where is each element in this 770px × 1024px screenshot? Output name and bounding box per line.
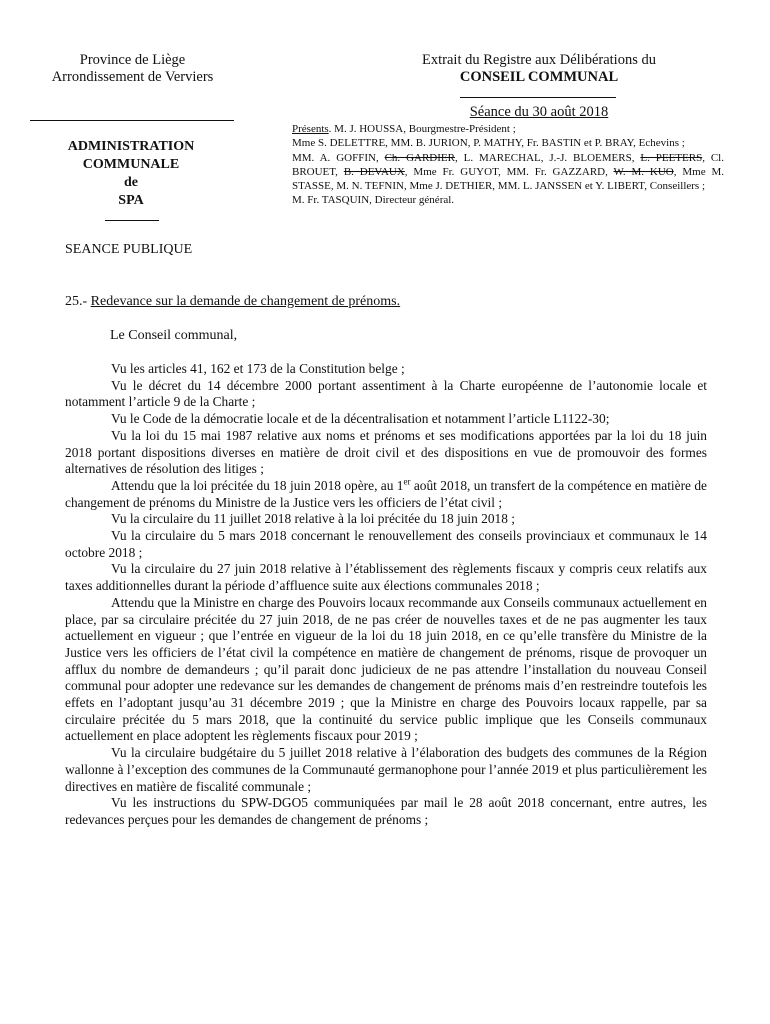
admin-line-2: COMMUNALE xyxy=(82,157,180,172)
arrondissement-line: Arrondissement de Verviers xyxy=(51,69,214,85)
attendance-block xyxy=(292,122,724,208)
paragraph-attendu-ministre: Attendu que la Ministre en charge des Pouvoirs locaux recommande aux Conseils communaux actuellement en place, par sa circulaire précitée du 27 juin 2018, de ne pas créer de nouvelles taxes et de ne pas augmenter les taux actuellement en vigueur ; que l’entrée en vigueur de la loi du 18 juin 2018, en ce qu’elle transfère du Ministre de la Justice vers les officiers de l’état civil la compétence en matière de changement de prénoms, risque de provoquer un afflux du nombre de demandeurs ; qu’il parait donc judicieux de ne pas attendre l’installation du nouveau Conseil communal pour adopter une redevance sur les demandes de changement de prénoms mais d’en restreindre toutefois les effets en l’adoptant jusqu’au 31 décembre 2019 ; que la Ministre en charge des Pouvoirs locaux rappelle, par sa circulaire précitée du 5 mars 2018, que la continuité du service public implique que les Conseils communaux actuellement en place adoptent les règlements fiscaux pour 2019 ; xyxy=(65,594,707,744)
header-left xyxy=(30,52,235,86)
item-title: Redevance sur la demande de changement de prénoms. xyxy=(90,294,401,309)
admin-line-1: ADMINISTRATION xyxy=(67,139,195,154)
seance-type: SEANCE PUBLIQUE xyxy=(65,242,193,257)
councillors-line: MM. A. GOFFIN, Ch. GARDIER, L. MARECHAL, J.-J. BLOEMERS, L. PEETERS, Cl. BROUET, B. DEVAUX, Mme Fr. GUYOT, MM. Fr. GAZZARD, W. M. KUO, Mme M. STASSE, M. N. TEFNIN, Mme J. DETHIER, MM. L. JANSSEN et Y. LIBERT, Conseillers ; xyxy=(292,151,725,193)
left-header-rule xyxy=(30,120,234,121)
paragraph-circulaire-budgetaire: Vu la circulaire budgétaire du 5 juillet 2018 relative à l’élaboration des budgets des communes de la Région wallonne à l’exception des communes de la Communauté germanophone pour l’année 2019 et plus particulièrement les directives en matière de fiscalité communale ; xyxy=(65,745,707,794)
paragraph-circulaire-juillet: Vu la circulaire du 11 juillet 2018 relative à la loi précitée du 18 juin 2018 ; xyxy=(111,511,516,527)
echevins-line: Mme S. DELETTRE, MM. B. JURION, P. MATHY, Fr. BASTIN et P. BRAY, Echevins ; xyxy=(292,137,685,150)
right-header-rule xyxy=(460,97,616,98)
paragraph-instructions: Vu les instructions du SPW-DGO5 communiquées par mail le 28 août 2018 concernant, entre autres, les redevances perçues pour les demandes de changement de prénoms ; xyxy=(65,795,707,827)
paragraph-circulaire-mars: Vu la circulaire du 5 mars 2018 concernant le renouvellement des conseils provinciaux et communaux le 14 octobre 2018 ; xyxy=(65,528,707,560)
paragraph-charte: Vu le décret du 14 décembre 2000 portant assentiment à la Charte européenne de l’autonomie locale et notamment l’article 9 de la Charte ; xyxy=(65,377,707,410)
deliberation-body xyxy=(65,361,707,829)
absent-member: B. DEVAUX xyxy=(343,165,405,178)
admin-line-4: SPA xyxy=(118,193,144,208)
admin-rule xyxy=(105,220,159,221)
paragraph-code: Vu le Code de la démocratie locale et de la décentralisation et notamment l’article L1122-30; xyxy=(111,411,610,427)
item-heading xyxy=(65,294,400,310)
admin-line-3: de xyxy=(124,175,138,190)
seance-date: Séance du 30 août 2018 xyxy=(469,104,609,120)
paragraph-transfert: Attendu que la loi précitée du 18 juin 2018 opère, au 1er août 2018, un transfert de la compétence en matière de changement de prénoms du Ministre de la Justice vers les officiers de l’état civil ; xyxy=(65,476,707,510)
province-line: Province de Liège xyxy=(79,52,186,68)
presents-line xyxy=(292,122,724,136)
registry-line: Extrait du Registre aux Délibérations du xyxy=(422,52,656,68)
paragraph-constitution: Vu les articles 41, 162 et 173 de la Constitution belge ; xyxy=(111,361,405,376)
header-right xyxy=(400,52,678,86)
administration-block xyxy=(30,138,232,210)
council-heading: CONSEIL COMMUNAL xyxy=(459,69,619,85)
absent-member: W. M. KUO xyxy=(613,165,674,178)
director-line: M. Fr. TASQUIN, Directeur général. xyxy=(292,194,455,207)
presents-president: . M. J. HOUSSA, Bourgmestre-Président ; xyxy=(328,123,516,135)
council-label: Le Conseil communal, xyxy=(110,328,238,343)
paragraph-loi-1987: Vu la loi du 15 mai 1987 relative aux noms et prénoms et ses modifications apportées par la loi du 18 juin 2018 portant dispositions diverses en matière de droit civil et des dispositions en vue de promouvoir des formes alternatives de résolution des litiges ; xyxy=(65,427,707,477)
absent-member: Ch. GARDIER xyxy=(384,151,455,164)
absent-member: L. PEETERS xyxy=(640,151,703,164)
presents-label: Présents xyxy=(292,123,329,135)
paragraph-circulaire-juin: Vu la circulaire du 27 juin 2018 relative à l’établissement des règlements fiscaux y compris ceux relatifs aux taxes additionnelles durant la période d’affluence suite aux élections communales 2018 ; xyxy=(65,561,707,594)
item-number: 25.- xyxy=(65,294,91,309)
